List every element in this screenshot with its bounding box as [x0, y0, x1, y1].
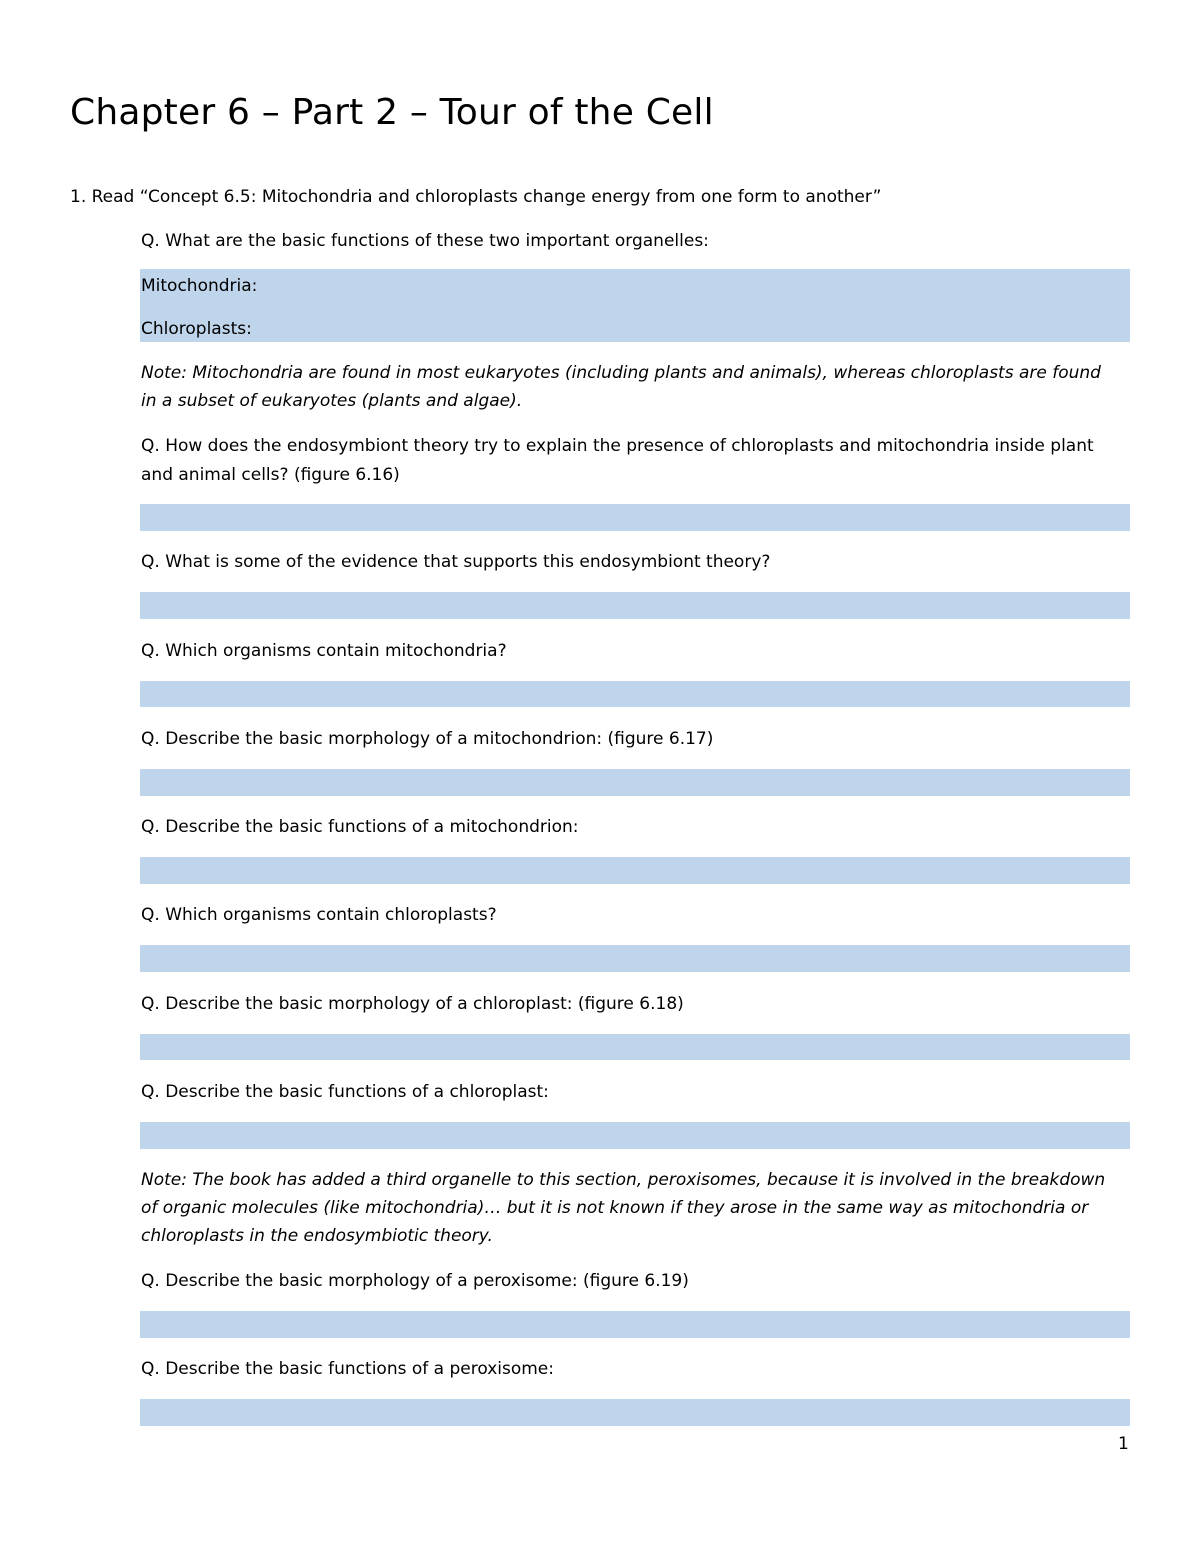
question-organisms-mitochondria: Q. Which organisms contain mitochondria? [141, 641, 507, 661]
question-organisms-chloroplasts: Q. Which organisms contain chloroplasts? [141, 905, 497, 925]
answer-box-morphology-peroxisome[interactable] [140, 1311, 1130, 1338]
question-functions-chloroplast: Q. Describe the basic functions of a chloroplast: [141, 1082, 549, 1102]
note-1-line-1: Note: Mitochondria are found in most eukaryotes (including plants and animals), whereas chloroplasts are found [141, 363, 1101, 383]
note-1-line-2: in a subset of eukaryotes (plants and algae). [141, 391, 523, 411]
answer-box-functions-peroxisome[interactable] [140, 1399, 1130, 1426]
question-basic-functions: Q. What are the basic functions of these two important organelles: [141, 231, 709, 251]
answer-box-morphology-chloroplast[interactable] [140, 1034, 1130, 1060]
page-number: 1 [1118, 1434, 1129, 1454]
answer-label-chloroplasts: Chloroplasts: [141, 319, 252, 339]
answer-box-functions-mitochondrion[interactable] [140, 857, 1130, 884]
note-2-line-3: chloroplasts in the endosymbiotic theory. [141, 1226, 493, 1246]
page-title: Chapter 6 – Part 2 – Tour of the Cell [70, 92, 714, 133]
answer-box-morphology-mitochondrion[interactable] [140, 769, 1130, 796]
question-functions-peroxisome: Q. Describe the basic functions of a peroxisome: [141, 1359, 554, 1379]
answer-box-endosymbiont[interactable] [140, 504, 1130, 531]
question-endosymbiont-line-2: and animal cells? (figure 6.16) [141, 465, 400, 485]
question-evidence: Q. What is some of the evidence that supports this endosymbiont theory? [141, 552, 771, 572]
answer-box-basic-functions[interactable] [140, 269, 1130, 342]
note-2-line-1: Note: The book has added a third organelle to this section, peroxisomes, because it is involved in the breakdown [141, 1170, 1106, 1190]
answer-label-mitochondria: Mitochondria: [141, 276, 258, 296]
answer-box-evidence[interactable] [140, 592, 1130, 619]
answer-box-organisms-chloroplasts[interactable] [140, 945, 1130, 972]
note-2-line-2: of organic molecules (like mitochondria)… but it is not known if they arose in the same way as mitochondria or [141, 1198, 1089, 1218]
answer-box-functions-chloroplast[interactable] [140, 1122, 1130, 1149]
instruction-item-1: 1. Read “Concept 6.5: Mitochondria and chloroplasts change energy from one form to another” [70, 187, 882, 207]
question-endosymbiont-line-1: Q. How does the endosymbiont theory try to explain the presence of chloroplasts and mitochondria inside plant [141, 436, 1094, 456]
question-morphology-mitochondrion: Q. Describe the basic morphology of a mitochondrion: (figure 6.17) [141, 729, 714, 749]
question-morphology-peroxisome: Q. Describe the basic morphology of a peroxisome: (figure 6.19) [141, 1271, 689, 1291]
answer-box-organisms-mitochondria[interactable] [140, 681, 1130, 707]
question-functions-mitochondrion: Q. Describe the basic functions of a mitochondrion: [141, 817, 579, 837]
question-morphology-chloroplast: Q. Describe the basic morphology of a chloroplast: (figure 6.18) [141, 994, 684, 1014]
